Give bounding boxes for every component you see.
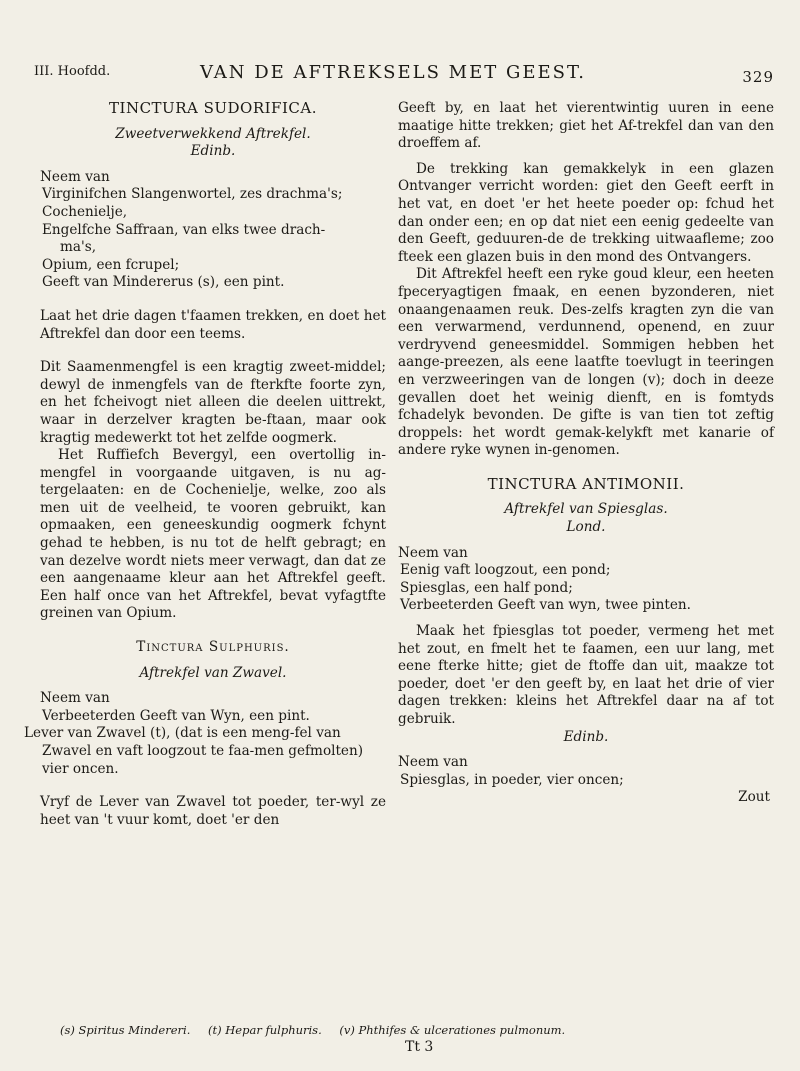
ingredient: Opium, een fcrupel; (42, 256, 180, 273)
ingredient-list (398, 562, 774, 615)
paragraph: Dit Aftrekfel heeft een ryke goud kleur, een heeten fpeceryagtigen fmaak, en eenen byzonderen, niet onaangenaamen reuk. Des-zelfs kragten zyn die van een verwarmend, verdunnend, openend, en zuur verdryvend geneesmiddel. Sommigen hebben het aange-preezen, als eene laatfte toevlugt in teeringen en verzweeringen van de longen (v); doch in deeze gevallen doet het weinig dienft, en is fomtyds fchadelyk bevonden. De gifte is van tien tot zeftig droppels: het wordt gemak-kelykft met kanarie of andere ryke wynen in-genomen. (398, 266, 774, 459)
ingredient: Spiesglas, een half pond; (400, 579, 573, 596)
section-source: Edinb. (563, 728, 609, 745)
footnote: (v) Phthifes & ulcerationes pulmonum. (339, 1023, 566, 1037)
ingredient: Verbeeterden Geeft van Wyn, een pint. (42, 707, 310, 724)
ingredient: Cochenielje, (42, 203, 128, 220)
paragraph: Vryf de Lever van Zwavel tot poeder, ter-wyl ze heet van 't vuur komt, doet 'er den (40, 794, 386, 828)
section-heading-tinctura-sulphuris: Tinctura Sulphuris. (136, 639, 290, 656)
left-column (24, 99, 386, 829)
section-heading-tinctura-sudorifica: TINCTURA SUDORIFICA. (109, 99, 317, 117)
section-subtitle: Zweetverwekkend Aftrekfel. (115, 125, 311, 142)
signature-mark: Tt 3 (405, 1039, 434, 1055)
ingredient: Engelfche Saffraan, van elks twee drach- (42, 221, 326, 238)
section-subtitle: Aftrekfel van Zwavel. (139, 664, 287, 681)
ingredient: Eenig vaft loogzout, een pond; (400, 562, 611, 579)
running-header (34, 62, 774, 88)
section-heading-tinctura-antimonii: TINCTURA ANTIMONII. (487, 474, 685, 493)
ingredient: Lever van Zwavel (t), (dat is een meng-fel van Zwavel en vaft loogzout te faa-men gefmolten) vier oncen. (24, 725, 364, 777)
footnotes (60, 1023, 760, 1037)
section-source: Edinb. (190, 143, 236, 160)
section-source: Lond. (566, 519, 606, 536)
ingredient-list (24, 707, 386, 778)
footnote: (s) Spiritus Mindereri. (60, 1023, 191, 1037)
page-number: 329 (742, 68, 774, 86)
paragraph: Geeft by, en laat het vierentwintig uuren in eene maatige hitte trekken; giet het Af-trekfel dan van den droeffem af. (398, 100, 774, 152)
recipe-intro: Neem van (398, 544, 468, 561)
running-title: VAN DE AFTREKSELS MET GEEST. (200, 62, 587, 83)
footnote: (t) Hepar fulphuris. (208, 1023, 322, 1037)
recipe-intro: Neem van (40, 168, 110, 185)
ingredient: Virginifchen Slangenwortel, zes drachma's; (42, 186, 343, 203)
catchword: Zout (738, 789, 770, 806)
recipe-intro: Neem van (40, 690, 110, 707)
section-subtitle: Aftrekfel van Spiesglas. (504, 501, 668, 518)
paragraph: Laat het drie dagen t'faamen trekken, en doet het Aftrekfel dan door een teems. (40, 307, 386, 342)
ingredient: ma's, (60, 239, 97, 256)
paragraph: Maak het fpiesglas tot poeder, vermeng het met het zout, en fmelt het te faamen, een uur lang, met eene fterke hitte; giet de ftoffe dan uit, maakze tot poeder, doet 'er den geeft by, en laat het drie of vier dagen trekken: kleins het Aftrekfel daar na af tot gebruik. (398, 623, 774, 727)
ingredient: Verbeeterden Geeft van wyn, twee pinten. (400, 597, 691, 614)
recipe-intro: Neem van (398, 754, 468, 771)
paragraph: De trekking kan gemakkelyk in een glazen Ontvanger verricht worden: giet den Geeft eerft in het vat, en doet 'er het heete poeder op: fchud het dan onder een; en op dat niet een eenig gedeelte van den Geeft, geduuren-de de trekking uitwaafleme; zoo fteek een glazen buis in den mond des Ontvangers. (398, 160, 774, 265)
chapter-label: III. Hoofdd. (34, 64, 111, 79)
paragraph: Dit Saamenmengfel is een kragtig zweet-middel; dewyl de inmengfels van de fterkfte foorte zyn, en het fcheivogt niet alleen die deelen uittrekt, waar in derzelver kragten be-ftaan, maar ook kragtig medewerkt tot het zelfde oogmerk. (40, 359, 386, 446)
ingredient-list (398, 772, 774, 790)
ingredient-list (40, 186, 386, 292)
ingredient: Geeft van Mindererus (s), een pint. (42, 274, 285, 291)
paragraph: Het Ruffiefch Bevergyl, een overtollig in-mengfel in voorgaande uitgaven, is nu ag-tergelaaten: en de Cochenielje, welke, zoo als men uit de veelheid, te vooren gebruikt, kan opmaaken, een geneeskundig oogmerk fchynt gehad te hebben, is nu tot de helft gebragt; en van dezelve wordt niets meer verwagt, dan dat ze een aangenaame kleur aan het Aftrekfel geeft. Een half once van het Aftrekfel, bevat vyfagtfte greinen van Opium. (40, 447, 386, 622)
ingredient: Spiesglas, in poeder, vier oncen; (400, 771, 624, 788)
right-column (398, 100, 774, 807)
